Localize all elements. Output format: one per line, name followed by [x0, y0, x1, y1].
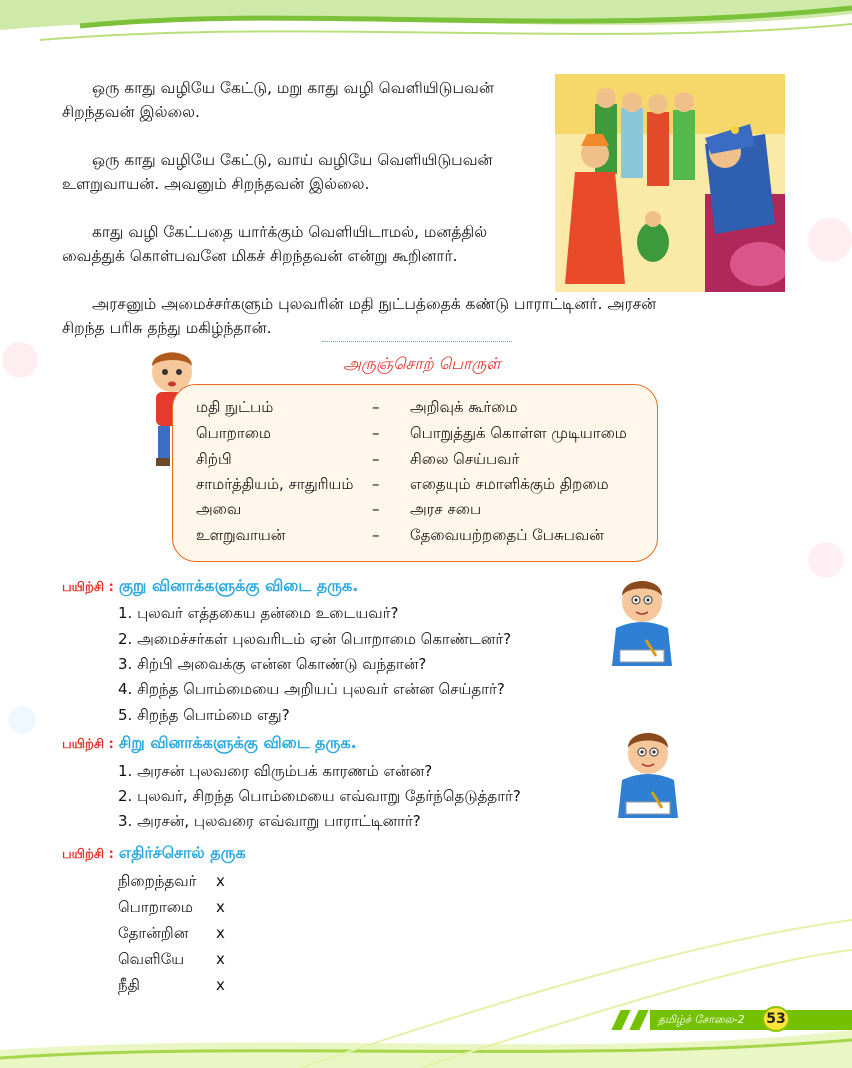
antonym-word: வெளியே [118, 950, 185, 968]
exercise-1-heading [62, 576, 358, 598]
glossary-word: சாமர்த்தியம், சாதுரியம் [196, 475, 354, 493]
glossary-meaning: தேவையற்றதைப் பேசுபவன் [410, 526, 604, 544]
antonym-mark: x [216, 976, 225, 994]
page-number: 53 [762, 1006, 790, 1032]
glossary-row [196, 475, 656, 499]
glossary-word: பொறாமை [196, 424, 271, 442]
exercise-label: பயிற்சி : [62, 737, 114, 752]
antonym-item [118, 898, 225, 918]
glossary-meaning: பொறுத்துக் கொள்ள முடியாமை [410, 424, 627, 442]
story-line: உளறுவாயன். அவனும் சிறந்தவன் இல்லை. [62, 175, 370, 193]
glossary-word: மதி நுட்பம் [196, 398, 274, 416]
glossary-dash: – [372, 526, 380, 544]
story-paragraph-3 [62, 220, 534, 268]
exercise-title: எதிர்ச்சொல் தருக [118, 843, 246, 862]
exercise-title: குறு வினாக்களுக்கு விடை தருக. [118, 576, 359, 595]
story-paragraph-2 [62, 148, 534, 196]
exercise-title: சிறு வினாக்களுக்கு விடை தருக. [118, 733, 357, 752]
glossary-word: உளறுவாயன் [196, 526, 286, 544]
story-line: வைத்துக் கொள்பவனே மிகச் சிறந்தவன் என்று கூறினார். [62, 247, 458, 265]
glossary-title: அருஞ்சொற் பொருள் [343, 354, 501, 373]
glossary-dash: – [372, 398, 380, 416]
story-line: சிறந்த பரிசு தந்து மகிழ்ந்தான். [62, 319, 272, 337]
antonym-word: பொறாமை [118, 898, 193, 916]
court-scene-illustration [555, 74, 785, 292]
antonym-item [118, 976, 225, 996]
antonym-word: தோன்றின [118, 924, 189, 942]
glossary-dash: – [372, 450, 380, 468]
book-title: தமிழ்ச் சோலை-2 [658, 1013, 745, 1026]
glossary-meaning: சிலை செய்பவர் [410, 450, 520, 468]
glossary-dash: – [372, 475, 380, 493]
section-divider [322, 341, 512, 342]
antonym-mark: x [216, 924, 225, 942]
story-line: ஒரு காது வழியே கேட்டு, மறு காது வழி வெளியிடுபவன் [92, 79, 494, 97]
story-line: அரசனும் அமைச்சர்களும் புலவரின் மதி நுட்பத்தைக் கண்டு பாராட்டினர். அரசன் [92, 295, 657, 313]
question-item: 3. சிற்பி அவைக்கு என்ன கொண்டு வந்தான்? [118, 655, 427, 673]
glossary-dash: – [372, 500, 380, 518]
story-line: காது வழி கேட்பதை யார்க்கும் வெளியிடாமல், மனத்தில் [92, 223, 488, 241]
question-item: 2. அமைச்சர்கள் புலவரிடம் ஏன் பொறாமை கொண்டனர்? [118, 630, 512, 648]
antonym-word: நிறைந்தவர் [118, 872, 197, 890]
footer-stripe [629, 1010, 648, 1030]
question-item: 3. அரசன், புலவரை எவ்வாறு பாராட்டினார்? [118, 812, 421, 830]
antonym-item [118, 950, 225, 970]
footer-stripe [611, 1010, 630, 1030]
exercise-label: பயிற்சி : [62, 580, 114, 595]
exercise-3-heading [62, 843, 246, 865]
glossary-row [196, 398, 656, 422]
question-item: 2. புலவர், சிறந்த பொம்மையை எவ்வாறு தேர்ந்தெடுத்தார்? [118, 787, 521, 805]
exercise-label: பயிற்சி : [62, 847, 114, 862]
antonym-word: நீதி [118, 976, 140, 994]
writing-student-illustration [606, 576, 678, 668]
story-line: சிறந்தவன் இல்லை. [62, 103, 200, 121]
glossary-row [196, 450, 656, 474]
glossary-row [196, 526, 656, 550]
glossary-word: அவை [196, 500, 242, 518]
antonym-item [118, 872, 225, 892]
glossary-row [196, 500, 656, 524]
glossary-row [196, 424, 656, 448]
glossary-meaning: அறிவுக் கூர்மை [410, 398, 518, 416]
page-footer [610, 1006, 852, 1032]
question-item: 4. சிறந்த பொம்மையை அறியப் புலவர் என்ன செய்தார்? [118, 680, 505, 698]
antonym-item [118, 924, 225, 944]
question-item: 5. சிறந்த பொம்மை எது? [118, 706, 290, 724]
glossary-word: சிற்பி [196, 450, 232, 468]
question-item: 1. புலவர் எத்தகைய தன்மை உடையவர்? [118, 604, 399, 622]
glossary-meaning: அரச சபை [410, 500, 482, 518]
story-paragraph-4 [62, 292, 752, 340]
antonym-mark: x [216, 950, 225, 968]
glossary-dash: – [372, 424, 380, 442]
antonym-mark: x [216, 872, 225, 890]
story-line: ஒரு காது வழியே கேட்டு, வாய் வழியே வெளியிடுபவன் [92, 151, 493, 169]
story-paragraph-1 [62, 76, 534, 124]
glossary-meaning: எதையும் சமாளிக்கும் திறமை [410, 475, 609, 493]
writing-student-illustration [612, 728, 684, 820]
question-item: 1. அரசன் புலவரை விரும்பக் காரணம் என்ன? [118, 762, 433, 780]
exercise-2-heading [62, 733, 357, 755]
antonym-mark: x [216, 898, 225, 916]
